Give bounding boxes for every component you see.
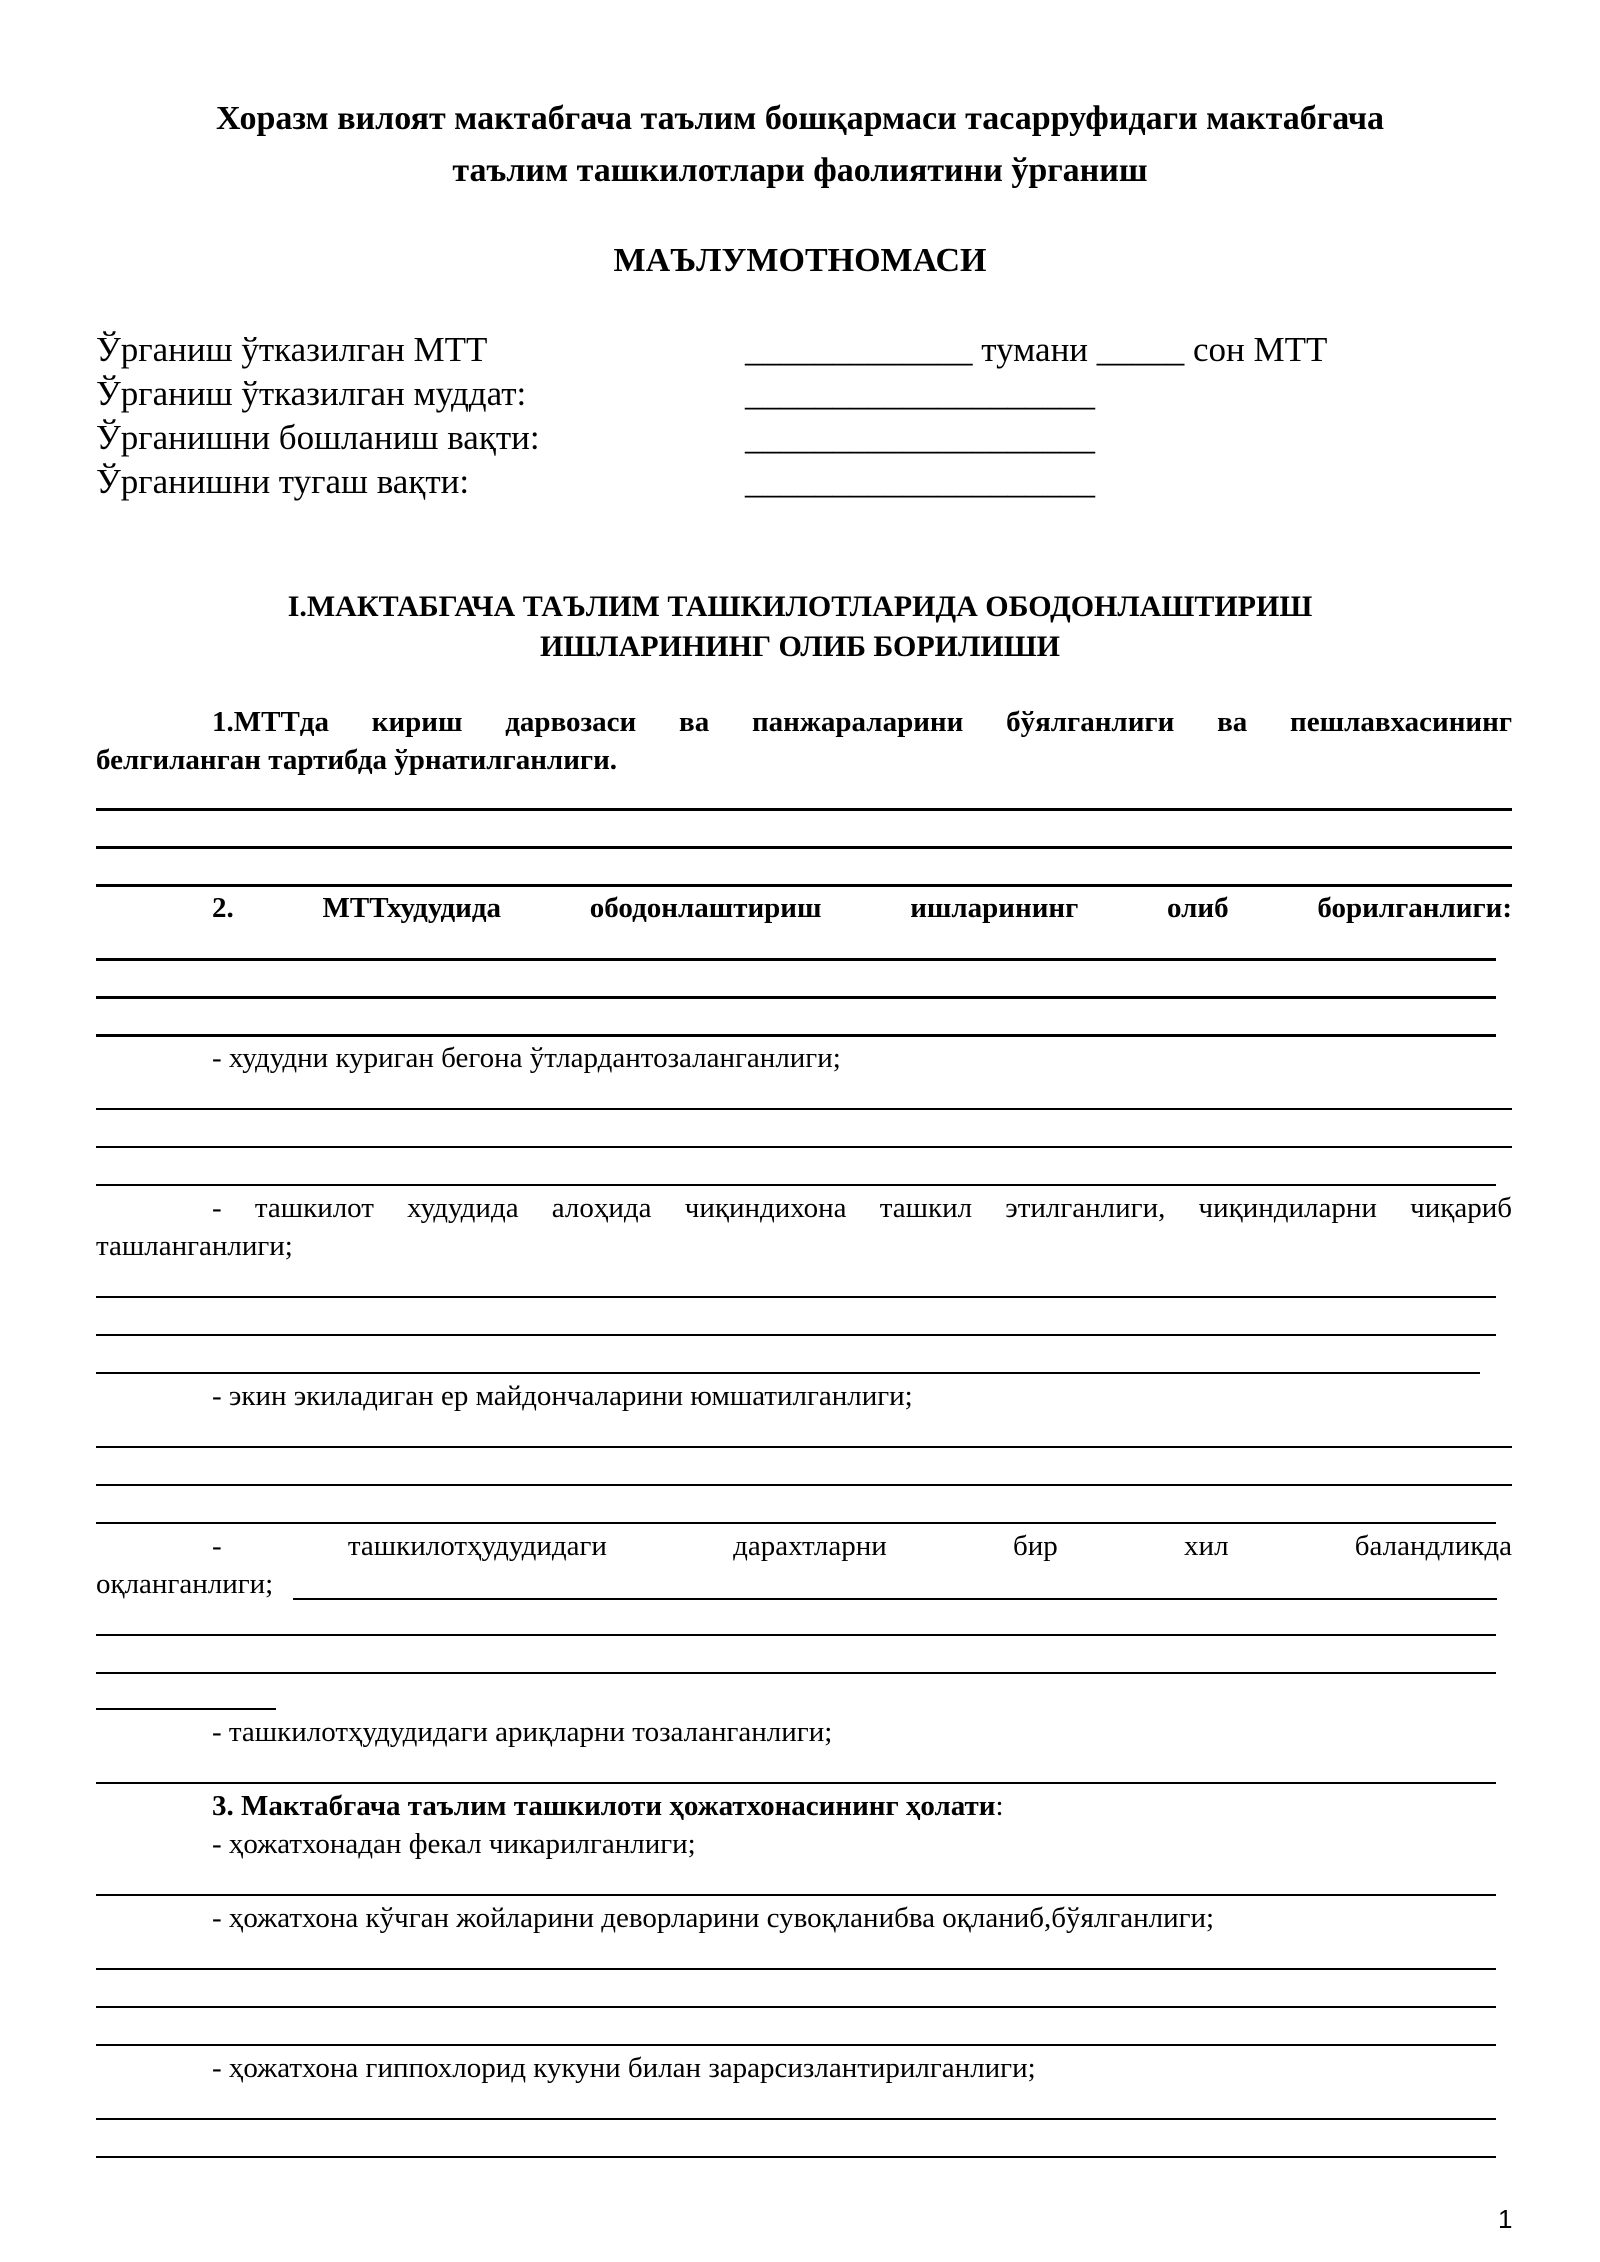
sub-item-walls: - ҳожатхона кўчган жойларини деворларини сувоқланибва оқланиб,бўялганлиги;	[212, 1902, 1215, 1934]
question-2: 2. МТТхудудида ободонлаштириш ишларининг олиб борилганлиги:	[212, 892, 1512, 924]
section-heading-line-2: ИШЛАРИНИНГ ОЛИБ БОРИЛИШИ	[539, 630, 1060, 663]
question-1-line-1: 1.МТТда кириш дарвозаси ва панжараларини бўялганлиги ва пешлавхасининг	[212, 706, 1512, 738]
answer-line	[96, 1334, 1496, 1336]
answer-line	[96, 1184, 1496, 1186]
answer-line	[96, 1894, 1496, 1896]
info-value-period: ____________________	[745, 374, 1095, 413]
answer-line	[96, 808, 1512, 811]
info-label-period: Ўрганиш ўтказилган муддат:	[96, 374, 527, 413]
question-1-line-2: белгиланган тартибда ўрнатилганлиги.	[96, 744, 618, 776]
answer-line	[96, 1446, 1512, 1448]
answer-line	[96, 1146, 1512, 1148]
info-value-start: ____________________	[745, 418, 1095, 457]
sub-item-trees-line-1: - ташкилотҳудудидаги дарахтларни бир хил баландликда	[212, 1530, 1512, 1562]
info-label-start: Ўрганишни бошланиш вақти:	[96, 418, 540, 457]
question-3-colon: :	[995, 1790, 1004, 1822]
answer-line	[96, 1968, 1496, 1970]
answer-line	[96, 1296, 1496, 1298]
answer-line	[96, 1372, 1480, 1374]
answer-line	[96, 1782, 1496, 1784]
sub-item-fecal: - ҳожатхонадан фекал чикарилганлиги;	[212, 1828, 696, 1860]
title-line-1: Хоразм вилоят мактабгача таълим бошқармаси тасарруфидаги мактабгача	[215, 100, 1385, 137]
sub-item-ditches: - ташкилотҳудудидаги ариқларни тозаланганлиги;	[212, 1716, 833, 1748]
question-3-text: 3. Мактабгача таълим ташкилоти ҳожатхонасининг ҳолати	[212, 1790, 996, 1822]
info-label-mtt: Ўрганиш ўтказилган МТТ	[96, 330, 488, 369]
document-title: МАЪЛУМОТНОМАСИ	[613, 242, 987, 279]
answer-line	[96, 1708, 276, 1710]
info-label-end: Ўрганишни тугаш вақти:	[96, 462, 470, 501]
answer-line	[96, 1108, 1512, 1110]
section-heading-line-1: I.МАКТАБГАЧА ТАЪЛИМ ТАШКИЛОТЛАРИДА ОБОДОНЛАШТИРИШ	[287, 590, 1313, 623]
sub-item-waste-line-1: - ташкилот худудида алоҳида чиқиндихона ташкил этилганлиги, чиқиндиларни чиқариб	[212, 1192, 1512, 1224]
sub-item-soil: - экин экиладиган ер майдончаларини юмшатилганлиги;	[212, 1380, 913, 1412]
answer-line	[96, 2006, 1496, 2008]
answer-line	[96, 2156, 1496, 2158]
sub-item-weeds: - худудни куриган бегона ўтлардантозаланганлиги;	[212, 1042, 841, 1074]
answer-line	[96, 996, 1496, 999]
info-value-mtt: _____________ тумани _____ сон МТТ	[745, 330, 1328, 369]
answer-line	[96, 958, 1496, 961]
answer-line	[96, 1634, 1496, 1636]
info-value-end: ____________________	[745, 462, 1095, 501]
sub-item-trees-line-2: оқланганлиги;	[96, 1568, 274, 1600]
sub-item-waste-line-2: ташланганлиги;	[96, 1230, 293, 1262]
question-3	[212, 1790, 1004, 1823]
answer-line	[293, 1598, 1497, 1600]
answer-line	[96, 2118, 1496, 2120]
page-number: 1	[1498, 2204, 1513, 2234]
answer-line	[96, 1672, 1496, 1674]
answer-line	[96, 1034, 1496, 1037]
answer-line	[96, 1484, 1512, 1486]
sub-item-disinfection: - ҳожатхона гиппохлорид кукуни билан зарарсизлантирилганлиги;	[212, 2052, 1036, 2084]
answer-line	[96, 2044, 1496, 2046]
answer-line	[96, 884, 1512, 887]
answer-line	[96, 1522, 1496, 1524]
answer-line	[96, 846, 1512, 849]
title-line-2: таълим ташкилотлари фаолиятини ўрганиш	[452, 152, 1148, 189]
